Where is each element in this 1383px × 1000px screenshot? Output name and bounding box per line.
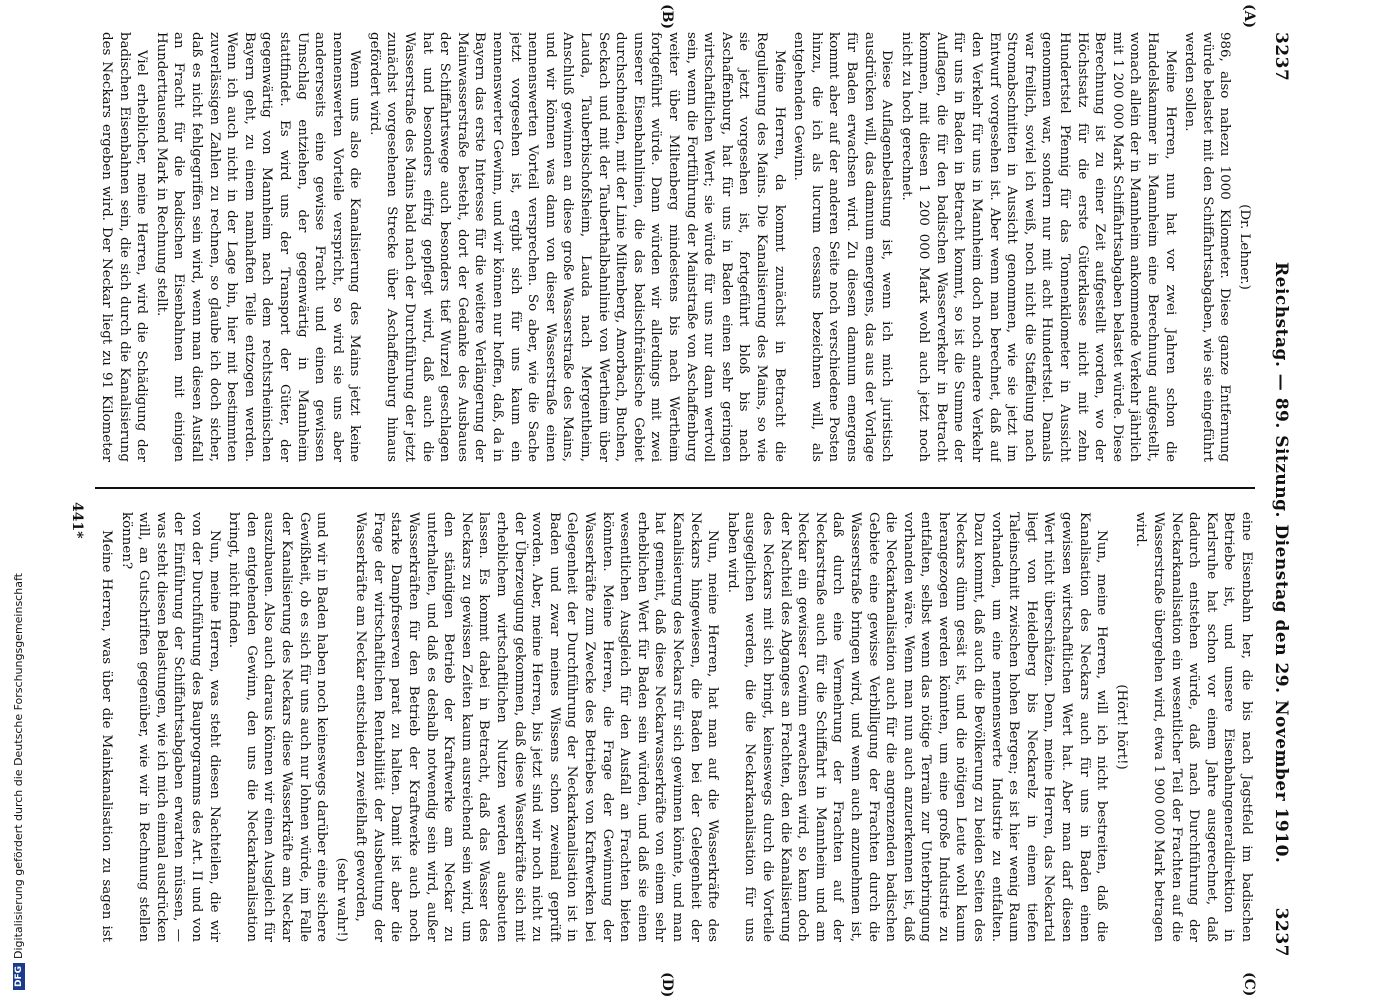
column-divider	[95, 487, 1255, 489]
interjection: (sehr wahr!)	[333, 857, 349, 942]
paragraph: Meine Herren, da kommt zunächst in Betracht die Regulierung des Mains. Die Kanalisierung des Mains, so wie sie jetzt vorgesehen ist, fortgeführt bloß bis nach Aschaffenburg, hat für uns in Baden einen sehr geringen wirtschaftlichen Wert; sie würde für uns nur dann wertvoll sein, wenn die Fortführung der Mainstraße von Aschaffenburg weiter über Miltenberg mindestens bis nach Wertheim fortgeführt würde. Dann würden wir allerdings mit zwei unserer Eisenbahnlinien, die das badischfränkische Gebiet durchschneiden, mit der Linie Miltenberg, Amorbach, Buchen, Seckach und mit der Tauberthalbahnlinie von Wertheim über Lauda, Tauberbischofsheim, Lauda nach Mergentheim, Anschluß gewinnen an diese große Wasserstraße des Mains, und wir können was dann von dieser Wasserstraße einen nennenswerten Vorteil versprechen. So aber, wie die Sache jetzt vorgesehen ist, ergibt sich für uns kaum ein nennenswerter Gewinn, und wir können nur hoffen, daß, da in Bayern das erste Interesse für die weitere Verlängerung der Mainwasserstraße besteht, dort der Gedanke des Ausbaues der Schiffahrtswege auch besonders tief Wurzel geschlagen hat und besonders eifrig gepflegt wird, daß auch die Wasserstraße des Mains bald nach der Durchführung der jetzt zunächst vorgesehenen Strecke über Aschaffenburg hinaus gefördert wird.	[366, 32, 787, 462]
paragraph: 986, also nahezu 1000 Kilometer. Diese ganze Entfernung würde belastet mit den Schiffahrtsabgaben, wie sie eingeführt werden sollen.	[1182, 32, 1233, 462]
margin-marker-d: (D)	[659, 972, 675, 998]
paragraph: Nun, meine Herren, was steht diesen Nachteilen, die wir von der Durchführung des Bauprogramms des Art. II und von der Einführung der Schiffahrtsabgaben erwarten müssen, — was steht diesen Belastungen, wie ich mich einmal ausdrücken will, an Gutschriften gegenüber, wie wir in Rechnung stellen können?	[118, 512, 222, 942]
right-column	[95, 512, 1255, 942]
digitization-credit	[12, 573, 25, 990]
margin-marker-c: (C)	[1241, 972, 1257, 997]
rotated-page	[69, 4, 1295, 998]
paragraph: Viel erheblicher, meine Herren, wird die Schädigung der badischen Eisenbahnen sein, die sich durch die Kanalisierung des Neckars ergeben wird. Der Neckar liegt zu 91 Kilometer	[99, 32, 150, 462]
header-page-left: 3237	[1271, 32, 1291, 82]
paragraph: Wenn uns also die Kanalisierung des Mains jetzt keine nennenswerten Vorteile verspricht, so wird sie uns aber andererseits eine gewisse Fracht und einen gewissen Umschlag entziehen, der gegenwärtig in Mannheim stattfindet. Es wird uns der Transport der Güter, der gegenwärtig von Mannheim nach dem rechtsrheinischen Bayern geht, zu einem namhaften Teile entzogen werden. Wenn ich auch nicht in der Lage bin, hier mit bestimmten zuverlässigen Zahlen zu rechnen, so glaube ich doch sicher, daß es nicht fehlgegriffen sein wird, wenn man diesen Ausfall an Fracht für die badischen Eisenbahnen mit einigen Hunderttausend Mark in Rechnung stellt.	[153, 32, 363, 462]
left-column	[95, 32, 1255, 462]
paragraph: Nun, meine Herren, will ich nicht bestreiten, daß die Kanalisation des Neckars auch für uns in Baden einen gewissen wirtschaftlichen Wert hat. Aber man darf diesen Wert nicht überschätzen. Denn, meine Herren, das Neckartal liegt von Heidelberg bis Neckarelz in einem tiefen Taleinschnitt zwischen hohen Bergen; es ist hier wenig Raum vorhanden, um eine nennenswerte Industrie zu entfalten. Dazu kommt, daß auch die Bevölkerung zu beiden Seiten des Neckars dünn gesät ist, und die nötigen Leute wohl kaum herangezogen werden könnten, um eine große Industrie zu entfalten, selbst wenn das nötige Terrain zur Unterbringung vorhanden wäre. Wenn man nun auch anzuerkennen ist, daß die Neckarkanalisation auch für die angrenzenden badischen Gebiete eine gewisse Verbilligung der Frachten durch die Wasserstraße bringen wird, und wenn auch anzunehmen ist, daß durch eine Vermehrung der Frachten auf der Neckarstraße auch für die Schiffahrt in Mannheim und am Neckar ein gewisser Gewinn erwachsen wird, so kann doch der Nachteil des Abganges an Frachten, den die Kanalisierung des Neckars mit sich bringt, keineswegs durch die Vorteile ausgeglichen werden, die die Neckarkanalisation für uns haben wird.	[724, 512, 1110, 942]
paragraph: Nun, meine Herren, hat man auf die Wasserkräfte des Neckars hingewiesen, die Baden bei der Gelegenheit der Kanalisierung des Neckars für sich gewinnen könnte, und man hat gemeint, daß diese Neckarwasserkräfte von einem sehr erheblichen Wert für Baden sein würden, und daß sie einen wesentlichen Ausgleich für den Ausfall an Frachten bieten könnten. Meine Herren, die Frage der Gewinnung der Wasserkräfte zum Zwecke des Betriebes von Kraftwerken bei Gelegenheit der Durchführung der Neckarkanalisation ist in Baden und zwar meines Wissens schon zweimal geprüft worden. Aber, meine Herren, bis jetzt sind wir noch nicht zu der Überzeugung gekommen, daß diese Wasserkräfte sich mit erheblichem wirtschaftlichen Nutzen werden ausbeuten lassen. Es kommt dabei in Betracht, daß das Wasser des Neckars zu gewissen Zeiten kaum ausreichend sein wird, um den ständigen Betrieb der Kraftwerke am Neckar zu unterhalten, und daß es deshalb notwendig sein wird, außer Wasserkräften für den Betrieb der Kraftwerke auch noch starke Dampfreserven parat zu halten. Damit ist aber die Frage der wirtschaftlichen Rentabilität der Ausbeutung der Wasserkräfte am Neckar entschieden zweifelhaft geworden,	[353, 512, 721, 942]
paragraph: Meine Herren, nun hat vor zwei Jahren schon die Handelskammer in Mannheim eine Berechnung aufgestellt, wonach allein der in Mannheim ankommende Verkehr jährlich mit 1 200 000 Mark Schiffahrtsabgaben belastet würde. Diese Berechnung ist zu einer Zeit aufgestellt worden, wo der Höchstsatz für die erste Güterklasse nicht mit zehn Hundertstel Pfennig für das Tonnenkilometer in Aussicht genommen war, sondern nur mit acht Hundertstel. Damals war freilich, soviel ich weiß, noch nicht die Staffelung nach Stromabschnitten in Aussicht genommen, wie sie jetzt im Entwurf vorgesehen ist. Aber wenn man berechnet, daß auf den Verkehr für uns in Mannheim doch noch andere Verkehr für uns in Baden in Betracht kommt, so ist die Summe der Auflagen, die für den badischen Wasserverkehr in Betracht kommen, mit diesen 1 200 000 Mark wohl auch jetzt noch nicht zu hoch gerechnet.	[898, 32, 1178, 462]
paragraph: und wir in Baden haben noch keineswegs darüber eine sichere Gewißheit, ob es sich für uns auch nur lohnen würde, im Falle der Kanalisierung des Neckars diese Wasserkräfte am Neckar auszubauen. Also auch daraus können wir einen Ausgleich für den entgehenden Gewinn, den uns die Neckarkanalisation bringt, nicht finden.	[226, 512, 330, 942]
margin-marker-b: (B)	[659, 4, 675, 30]
paragraph: Meine Herren, was über die Mainkanalisation zu sagen ist	[99, 530, 114, 942]
header-page-right: 3237	[1271, 907, 1291, 957]
page-header	[1265, 32, 1295, 957]
dfg-logo: DFG	[13, 963, 25, 990]
paragraph: eine Eisenbahn her, die bis nach Jagstfeld im badischen Betriebe ist, und unsere Eisenbahngeneraldirektion in Karlsruhe hat schon vor einem Jahre ausgerechnet, daß dadurch entstehen würde, daß nach Durchführung der Neckarkanalisation ein wesentlicher Teil der Frachten auf die Wasserstraße übergehen wird, etwa 1 900 000 Mark betragen wird.	[1133, 512, 1254, 942]
credit-text: Digitalisierung gefördert durch die Deutsche Forschungsgemeinschaft	[12, 573, 25, 959]
page-number: 441*	[69, 502, 85, 539]
paragraph: Diese Auflagenbelastung ist, wenn ich mich juristisch ausdrücken will, das damnum emergens, das aus der Vorlage für Baden erwachsen wird. Zu diesem damnum emergens kommt aber auf der anderen Seite noch verschiedene Posten hinzu, die ich als lucrum cessans bezeichnen will, als entgehenden Gewinn.	[791, 32, 895, 462]
margin-marker-a: (A)	[1241, 4, 1257, 29]
header-title: Reichstag. — 89. Sitzung. Dienstag den 29. November 1910.	[1271, 262, 1291, 864]
speaker-label: (Dr. Lehner.)	[1237, 204, 1252, 290]
interjection: (Hört! hört!)	[1113, 684, 1129, 770]
